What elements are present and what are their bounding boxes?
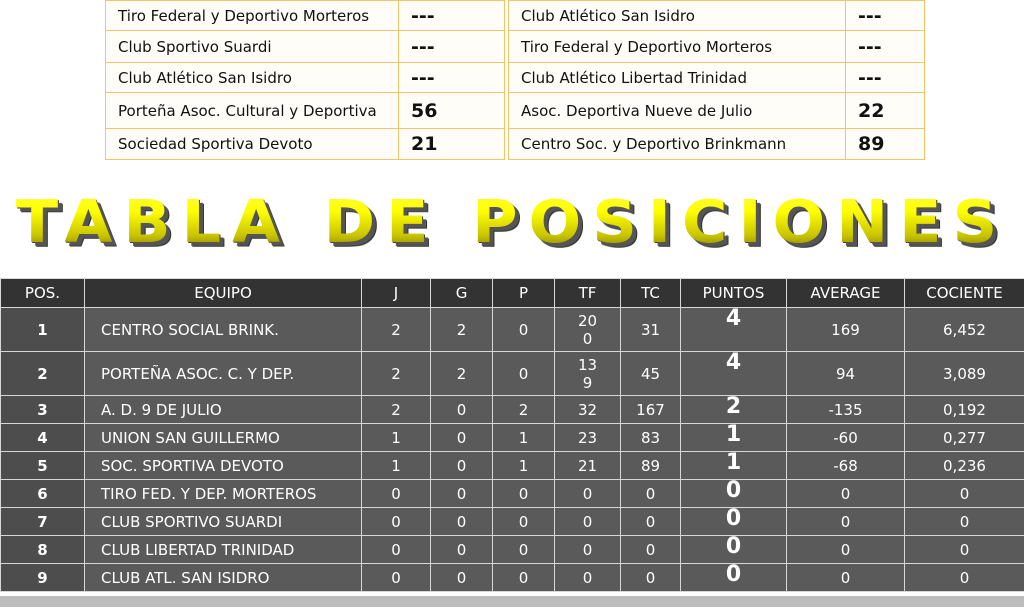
table-row	[1, 452, 1024, 480]
cell-j: 2	[362, 396, 431, 424]
cell-g: 0	[431, 452, 493, 480]
cell-coc: 0,192	[905, 396, 1024, 424]
cell-pos: 5	[1, 452, 85, 480]
cell-tf: 23	[555, 424, 621, 452]
cell-team: PORTEÑA ASOC. C. Y DEP.	[85, 352, 362, 396]
cell-coc: 0	[905, 564, 1024, 592]
cell-p: 1	[493, 452, 555, 480]
column-header: PUNTOS	[681, 279, 787, 308]
home-team: Tiro Federal y Deportivo Morteros	[106, 1, 399, 31]
away-team: Tiro Federal y Deportivo Morteros	[509, 31, 846, 63]
home-score: ---	[399, 31, 505, 63]
cell-pts: 4	[681, 308, 787, 352]
cell-avg: 169	[787, 308, 905, 352]
column-header: AVERAGE	[787, 279, 905, 308]
cell-avg: 0	[787, 536, 905, 564]
cell-p: 0	[493, 352, 555, 396]
away-team: Club Atlético Libertad Trinidad	[509, 63, 846, 93]
cell-tc: 0	[621, 480, 681, 508]
cell-tf	[555, 308, 621, 352]
cell-tc: 0	[621, 536, 681, 564]
cell-j: 0	[362, 536, 431, 564]
table-row	[1, 564, 1024, 592]
match-row	[106, 93, 925, 129]
home-score: ---	[399, 63, 505, 93]
cell-tc: 0	[621, 508, 681, 536]
cell-tf: 0	[555, 508, 621, 536]
cell-pts: 0	[681, 564, 787, 592]
away-score: ---	[846, 31, 925, 63]
column-header: G	[431, 279, 493, 308]
column-header: P	[493, 279, 555, 308]
cell-tc: 167	[621, 396, 681, 424]
cell-team: CLUB SPORTIVO SUARDI	[85, 508, 362, 536]
column-header: COCIENTE	[905, 279, 1024, 308]
table-row	[1, 308, 1024, 352]
cell-avg: -135	[787, 396, 905, 424]
cell-team: SOC. SPORTIVA DEVOTO	[85, 452, 362, 480]
cell-j: 0	[362, 564, 431, 592]
match-row	[106, 129, 925, 160]
away-score: ---	[846, 63, 925, 93]
cell-j: 1	[362, 452, 431, 480]
cell-tc: 83	[621, 424, 681, 452]
cell-j: 2	[362, 308, 431, 352]
cell-g: 0	[431, 424, 493, 452]
cell-pos: 8	[1, 536, 85, 564]
cell-p: 2	[493, 396, 555, 424]
page-title: TABLA DE POSICIONES	[0, 187, 1024, 256]
match-row	[106, 63, 925, 93]
home-team: Club Sportivo Suardi	[106, 31, 399, 63]
match-row	[106, 31, 925, 63]
cell-pts: 2	[681, 396, 787, 424]
table-row	[1, 508, 1024, 536]
cell-tf	[555, 352, 621, 396]
column-header: TF	[555, 279, 621, 308]
cell-team: A. D. 9 DE JULIO	[85, 396, 362, 424]
home-score: 56	[399, 93, 505, 129]
match-row	[106, 1, 925, 31]
cell-j: 0	[362, 508, 431, 536]
cell-j: 1	[362, 424, 431, 452]
cell-p: 0	[493, 564, 555, 592]
home-score: 21	[399, 129, 505, 160]
cell-tf: 21	[555, 452, 621, 480]
cell-p: 0	[493, 308, 555, 352]
table-row	[1, 480, 1024, 508]
cell-pts: 0	[681, 508, 787, 536]
cell-avg: -60	[787, 424, 905, 452]
cell-g: 0	[431, 508, 493, 536]
cell-p: 0	[493, 480, 555, 508]
standings-table	[0, 278, 1024, 592]
cell-tf: 0	[555, 564, 621, 592]
cell-team: CENTRO SOCIAL BRINK.	[85, 308, 362, 352]
cell-team: TIRO FED. Y DEP. MORTEROS	[85, 480, 362, 508]
cell-avg: 0	[787, 480, 905, 508]
table-row	[1, 396, 1024, 424]
cell-pts: 1	[681, 424, 787, 452]
cell-pts: 4	[681, 352, 787, 396]
cell-tc: 31	[621, 308, 681, 352]
cell-team: CLUB ATL. SAN ISIDRO	[85, 564, 362, 592]
cell-g: 0	[431, 536, 493, 564]
away-team: Centro Soc. y Deportivo Brinkmann	[509, 129, 846, 160]
column-header: J	[362, 279, 431, 308]
cell-pos: 4	[1, 424, 85, 452]
away-team: Asoc. Deportiva Nueve de Julio	[509, 93, 846, 129]
cell-pos: 1	[1, 308, 85, 352]
cell-g: 0	[431, 480, 493, 508]
cell-p: 1	[493, 424, 555, 452]
cell-coc: 0	[905, 536, 1024, 564]
cell-pos: 3	[1, 396, 85, 424]
cell-p: 0	[493, 536, 555, 564]
away-score: ---	[846, 1, 925, 31]
cell-coc: 0	[905, 480, 1024, 508]
cell-coc: 3,089	[905, 352, 1024, 396]
cell-tf-value: 200	[577, 311, 598, 348]
cell-tf: 32	[555, 396, 621, 424]
cell-j: 2	[362, 352, 431, 396]
cell-tf: 0	[555, 480, 621, 508]
cell-avg: 0	[787, 508, 905, 536]
cell-j: 0	[362, 480, 431, 508]
cell-pos: 9	[1, 564, 85, 592]
cell-coc: 0,277	[905, 424, 1024, 452]
cell-avg: 0	[787, 564, 905, 592]
cell-pts: 0	[681, 536, 787, 564]
cell-p: 0	[493, 508, 555, 536]
table-row	[1, 536, 1024, 564]
home-score: ---	[399, 1, 505, 31]
results-table	[105, 0, 925, 160]
cell-g: 2	[431, 352, 493, 396]
cell-g: 2	[431, 308, 493, 352]
cell-g: 0	[431, 396, 493, 424]
cell-tc: 45	[621, 352, 681, 396]
cell-tf-value: 139	[577, 355, 598, 392]
cell-pts: 0	[681, 480, 787, 508]
column-header: EQUIPO	[85, 279, 362, 308]
home-team: Porteña Asoc. Cultural y Deportiva	[106, 93, 399, 129]
home-team: Club Atlético San Isidro	[106, 63, 399, 93]
cell-pos: 6	[1, 480, 85, 508]
away-score: 89	[846, 129, 925, 160]
away-score: 22	[846, 93, 925, 129]
cell-avg: 94	[787, 352, 905, 396]
away-team: Club Atlético San Isidro	[509, 1, 846, 31]
cell-team: CLUB LIBERTAD TRINIDAD	[85, 536, 362, 564]
cell-g: 0	[431, 564, 493, 592]
cell-team: UNION SAN GUILLERMO	[85, 424, 362, 452]
bottom-border	[0, 596, 1024, 607]
cell-coc: 6,452	[905, 308, 1024, 352]
cell-avg: -68	[787, 452, 905, 480]
cell-coc: 0	[905, 508, 1024, 536]
table-row	[1, 352, 1024, 396]
cell-pts: 1	[681, 452, 787, 480]
cell-pos: 7	[1, 508, 85, 536]
standings-header-row	[1, 279, 1024, 308]
column-header: POS.	[1, 279, 85, 308]
cell-coc: 0,236	[905, 452, 1024, 480]
home-team: Sociedad Sportiva Devoto	[106, 129, 399, 160]
cell-tf: 0	[555, 536, 621, 564]
cell-tc: 0	[621, 564, 681, 592]
cell-pos: 2	[1, 352, 85, 396]
column-header: TC	[621, 279, 681, 308]
table-row	[1, 424, 1024, 452]
cell-tc: 89	[621, 452, 681, 480]
